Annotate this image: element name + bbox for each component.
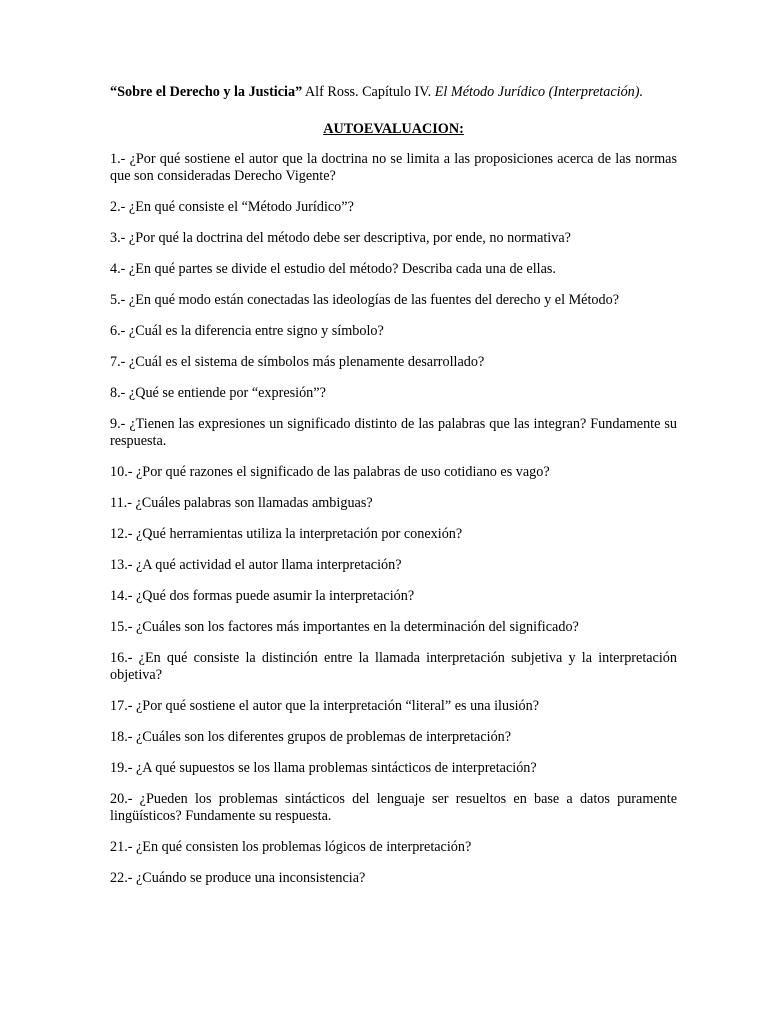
title-end: .: [639, 84, 644, 100]
question-item: 4.- ¿En qué partes se divide el estudio del método? Describa cada una de ellas.: [110, 261, 556, 277]
question-item: 21.- ¿En qué consisten los problemas lógicos de interpretación?: [110, 839, 472, 855]
question-item: 2.- ¿En qué consiste el “Método Jurídico”?: [110, 199, 354, 215]
question-item: 15.- ¿Cuáles son los factores más importantes en la determinación del significado?: [110, 619, 579, 635]
question-item: 14.- ¿Qué dos formas puede asumir la interpretación?: [110, 588, 415, 604]
section-heading: AUTOEVALUACION:: [323, 121, 464, 137]
document-title: [110, 84, 677, 101]
question-item: 7.- ¿Cuál es el sistema de símbolos más plenamente desarrollado?: [110, 354, 485, 370]
question-item: 18.- ¿Cuáles son los diferentes grupos de problemas de interpretación?: [110, 729, 512, 745]
question-item: 12.- ¿Qué herramientas utiliza la interpretación por conexión?: [110, 526, 463, 542]
question-item: 17.- ¿Por qué sostiene el autor que la interpretación “literal” es una ilusión?: [110, 698, 540, 714]
question-item: 13.- ¿A qué actividad el autor llama interpretación?: [110, 557, 402, 573]
question-item: 10.- ¿Por qué razones el significado de las palabras de uso cotidiano es vago?: [110, 464, 550, 480]
question-item: 3.- ¿Por qué la doctrina del método debe ser descriptiva, por ende, no normativa?: [110, 230, 571, 246]
question-item: 8.- ¿Qué se entiende por “expresión”?: [110, 385, 326, 401]
book-title: “Sobre el Derecho y la Justicia”: [110, 84, 303, 100]
question-item: 20.- ¿Pueden los problemas sintácticos del lenguaje ser resueltos en base a datos puramente lingüísticos? Fundamente su respuesta.: [110, 791, 677, 824]
question-item: 5.- ¿En qué modo están conectadas las ideologías de las fuentes del derecho y el Método?: [110, 292, 619, 308]
question-item: 11.- ¿Cuáles palabras son llamadas ambiguas?: [110, 495, 373, 511]
question-item: 1.- ¿Por qué sostiene el autor que la doctrina no se limita a las proposiciones acerca de las normas que son consideradas Derecho Vigente?: [110, 151, 677, 184]
question-item: 16.- ¿En qué consiste la distinción entre la llamada interpretación subjetiva y la interpretación objetiva?: [110, 650, 677, 683]
question-list: [110, 151, 677, 887]
document-page: [110, 84, 677, 901]
question-item: 9.- ¿Tienen las expresiones un significado distinto de las palabras que las integran? Fundamente su respuesta.: [110, 416, 677, 449]
author-chapter: Alf Ross. Capítulo IV.: [302, 84, 435, 100]
question-item: 22.- ¿Cuándo se produce una inconsistencia?: [110, 870, 366, 886]
chapter-title: El Método Jurídico (Interpretación): [434, 84, 640, 100]
question-item: 19.- ¿A qué supuestos se los llama problemas sintácticos de interpretación?: [110, 760, 537, 776]
question-item: 6.- ¿Cuál es la diferencia entre signo y símbolo?: [110, 323, 384, 339]
